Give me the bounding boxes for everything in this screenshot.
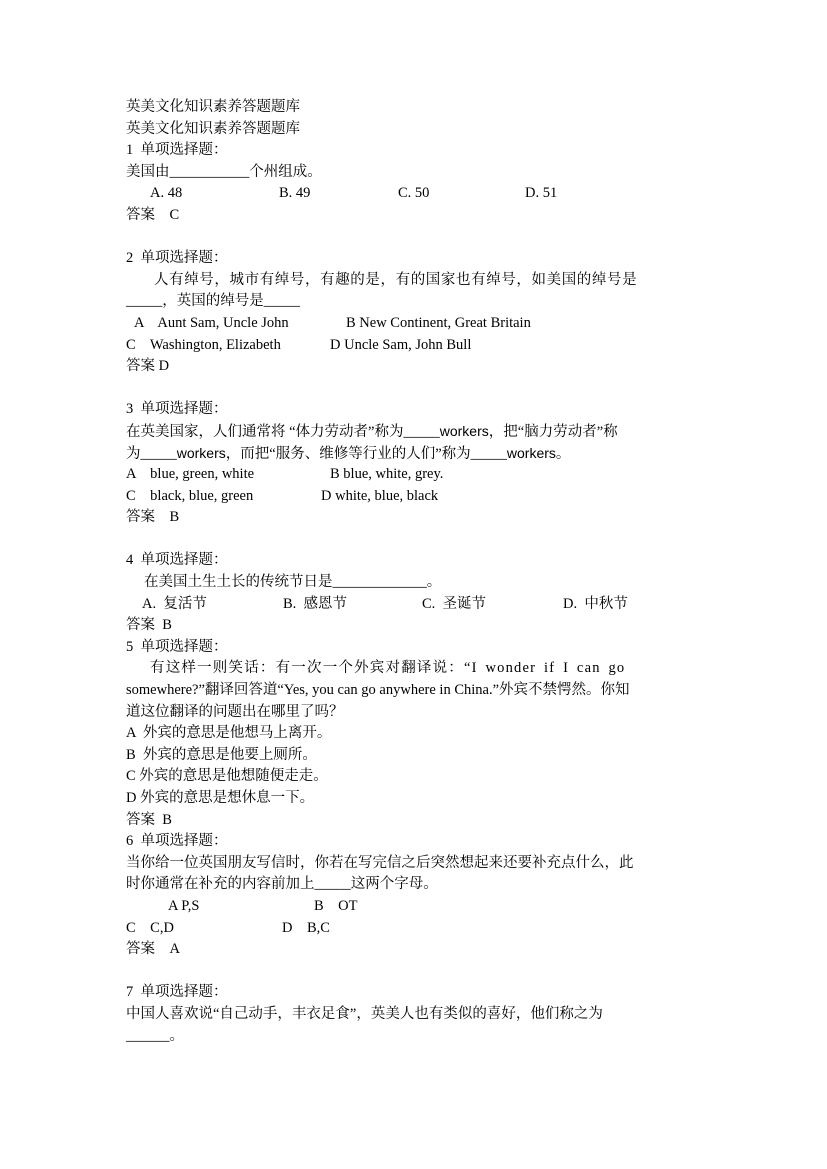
option-b: B OT: [314, 897, 358, 914]
stem-text: 在英美国家，人们通常将 “体力劳动者”称为_____: [126, 423, 440, 440]
question-7-stem-line2: ______。: [126, 1027, 184, 1044]
question-4-header: 4 单项选择题：: [126, 552, 228, 569]
question-1-stem: 美国由___________个州组成。: [126, 163, 322, 180]
option-b: B. 感恩节: [283, 595, 348, 612]
option-c: C. 圣诞节: [422, 595, 487, 612]
question-7-header: 7 单项选择题：: [126, 984, 228, 1001]
question-2-header: 2 单项选择题：: [126, 250, 228, 267]
option-a: A. 48: [150, 185, 183, 202]
question-6-options-row1: [126, 896, 704, 918]
option-b: B 外宾的意思是他要上厕所。: [126, 746, 317, 763]
question-3-header: 3 单项选择题：: [126, 401, 228, 418]
question-6-header: 6 单项选择题：: [126, 833, 228, 850]
question-3-answer: 答案 B: [126, 509, 180, 526]
question-3-stem-line2: [126, 443, 704, 465]
stem-text: ，而把“服务、维修等行业的人们”称为_____: [225, 445, 507, 462]
question-2-options-row1: [126, 313, 704, 335]
stem-text: 为_____: [126, 445, 177, 462]
question-2-stem-line1: 人有绰号，城市有绰号，有趣的是，有的国家也有绰号，如美国的绰号是: [154, 271, 638, 288]
question-5-header: 5 单项选择题：: [126, 638, 228, 655]
question-6-options-row2: [126, 918, 704, 940]
option-d: D 外宾的意思是想休息一下。: [126, 790, 315, 806]
option-b: B New Continent, Great Britain: [346, 314, 531, 331]
question-3-options-row1: [126, 464, 704, 486]
option-b: B. 49: [279, 185, 311, 202]
stem-word: workers: [506, 444, 556, 461]
question-6-stem-line1: 当你给一位英国朋友写信时，你若在写完信之后突然想起来还要补充点什么，此: [126, 854, 634, 871]
stem-text: ，把“脑力劳动者”称: [488, 423, 618, 440]
option-c: C C,D: [126, 919, 174, 936]
document-page: [126, 97, 704, 1047]
question-1-options: [126, 183, 704, 205]
question-5-stem-line2: somewhere?”翻译回答道“Yes, you can go anywhere in China.”外宾不禁愕然。你知: [126, 682, 630, 699]
option-a: A. 复活节: [142, 595, 207, 612]
question-3-stem-line1: [126, 421, 704, 443]
option-d: D. 中秋节: [563, 595, 628, 612]
stem-word: workers: [439, 422, 489, 439]
question-2-answer: 答案 D: [126, 358, 170, 375]
option-b: B blue, white, grey.: [330, 466, 444, 483]
option-c: C 外宾的意思是他想随便走走。: [126, 768, 328, 785]
question-5-stem-line1: 有这样一则笑话：有一次一个外宾对翻译说：“I wonder if I can go: [150, 660, 626, 677]
option-c: C Washington, Elizabeth: [126, 336, 281, 353]
option-a: A 外宾的意思是他想马上离开。: [126, 725, 332, 742]
question-1-answer: 答案 C: [126, 206, 180, 223]
option-d: D B,C: [282, 919, 330, 936]
option-d: D. 51: [525, 185, 558, 202]
doc-title-repeat: 英美文化知识素养答题题库: [126, 120, 300, 137]
option-d: D white, blue, black: [321, 487, 439, 504]
question-2-options-row2: [126, 335, 704, 357]
option-c: C. 50: [398, 185, 430, 202]
stem-word: workers: [176, 444, 226, 461]
option-a: A Aunt Sam, Uncle John: [134, 314, 289, 331]
option-a: A blue, green, white: [126, 466, 255, 483]
option-c: C black, blue, green: [126, 487, 254, 504]
question-5-stem-line3: 道这位翻译的问题出在哪里了吗？: [126, 703, 344, 720]
question-4-options: [126, 594, 704, 616]
question-2-stem-line2: _____，英国的绰号是_____: [126, 293, 300, 310]
question-4-stem: 在美国土生土长的传统节日是_____________。: [144, 574, 442, 591]
question-6-stem-line2: 时你通常在补充的内容前加上_____这两个字母。: [126, 876, 438, 893]
stem-text: 。: [555, 445, 571, 462]
option-a: A P,S: [168, 897, 200, 914]
question-7-stem-line1: 中国人喜欢说“自己动手，丰衣足食”，英美人也有类似的喜好，他们称之为: [126, 1005, 603, 1022]
question-1-header: 1 单项选择题：: [126, 142, 228, 159]
question-5-answer: 答案 B: [126, 811, 172, 828]
question-6-answer: 答案 A: [126, 941, 180, 958]
option-d: D Uncle Sam, John Bull: [330, 336, 472, 353]
question-3-options-row2: [126, 486, 704, 508]
question-4-answer: 答案 B: [126, 617, 172, 634]
doc-title: 英美文化知识素养答题题库: [126, 99, 300, 115]
